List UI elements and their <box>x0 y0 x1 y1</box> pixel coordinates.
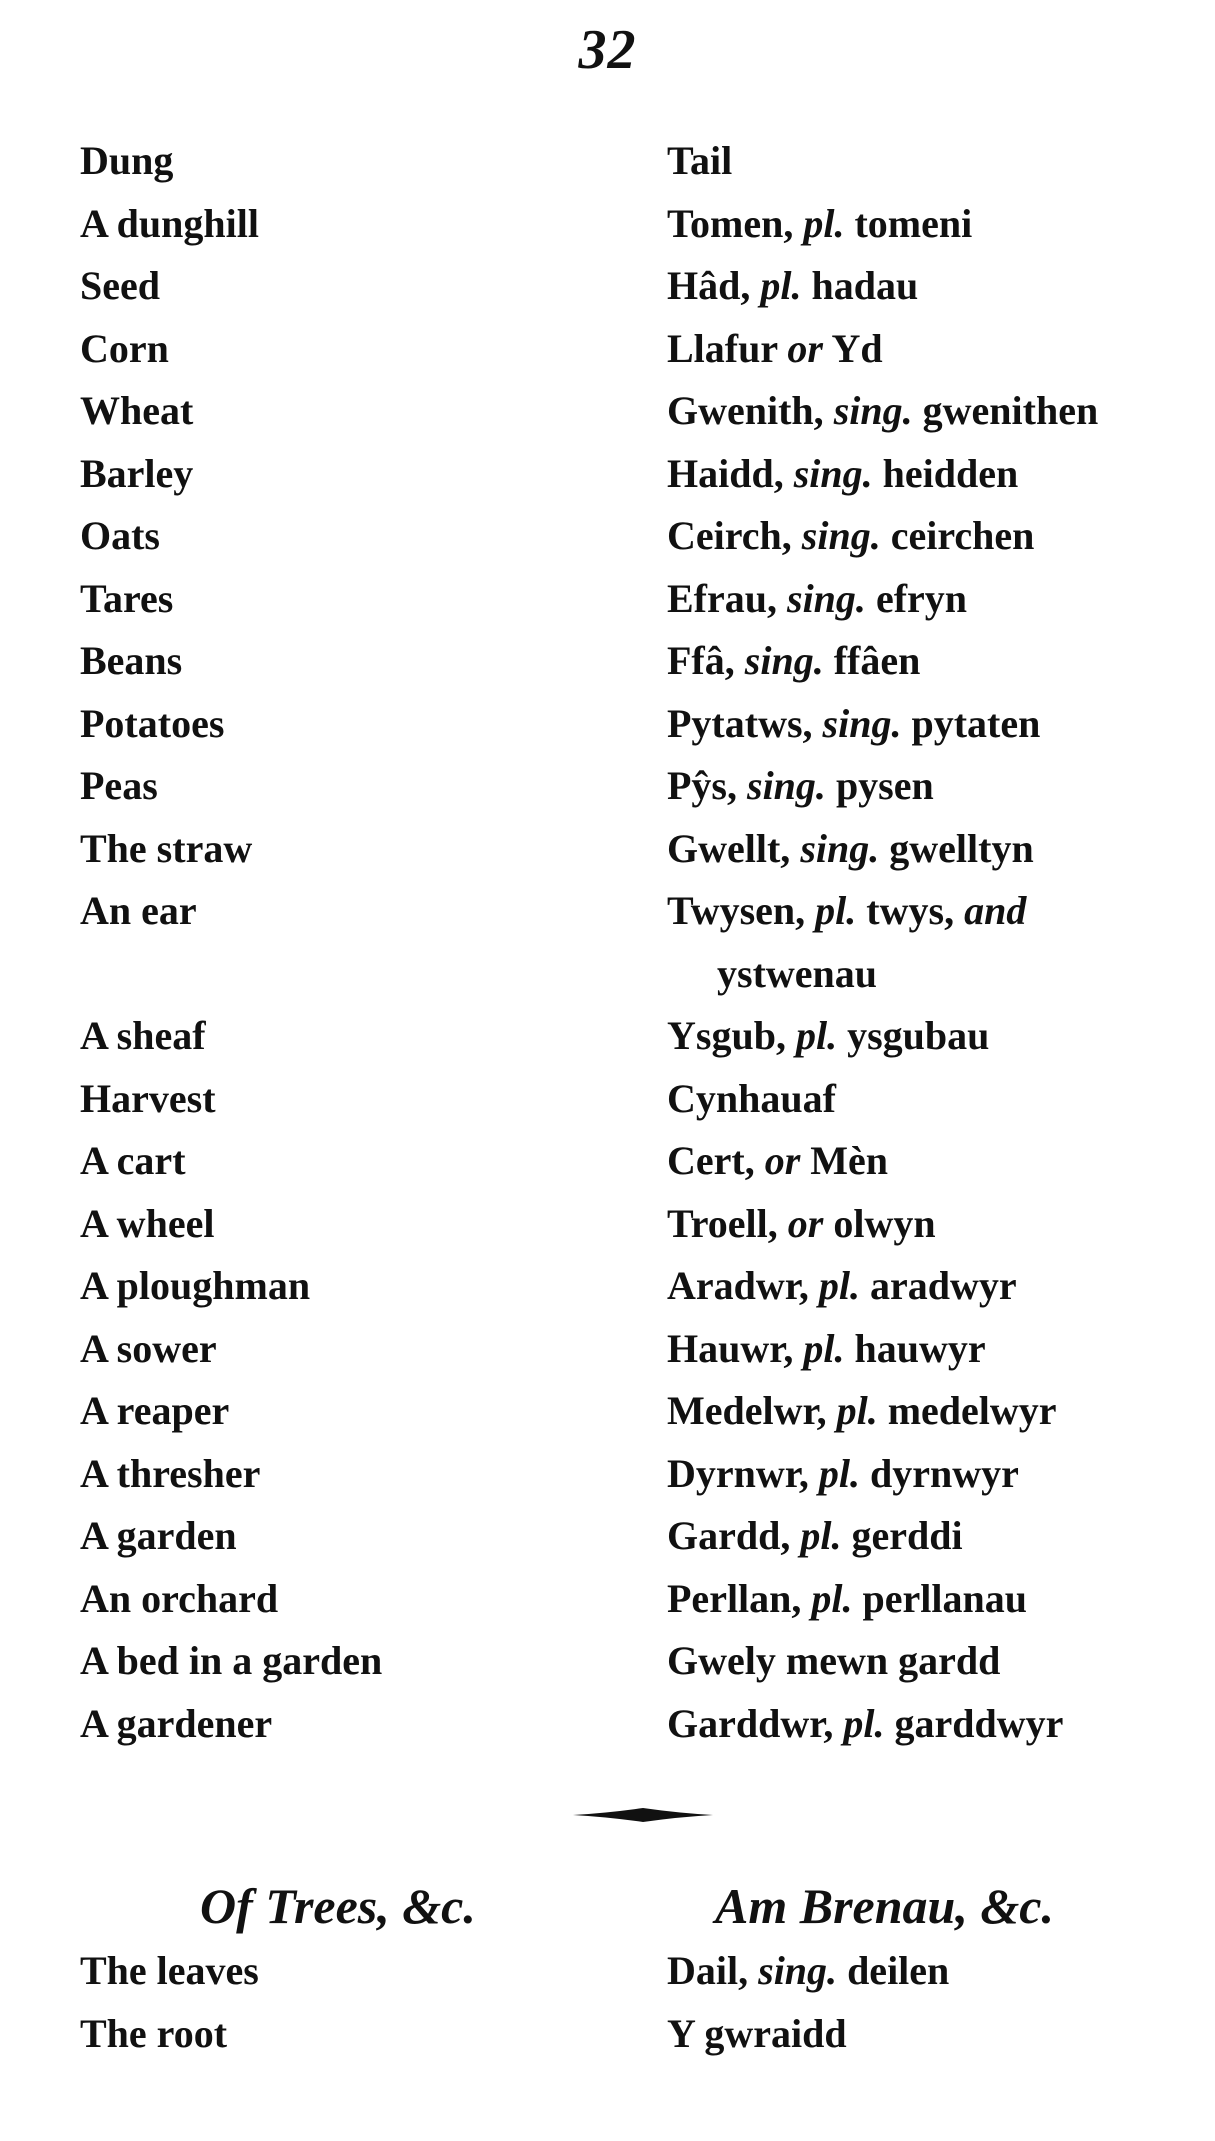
vocab-row <box>0 1130 1215 1193</box>
welsh-word: Hâd, <box>667 263 761 308</box>
welsh-term <box>667 1255 1182 1318</box>
english-term: Beans <box>80 638 183 683</box>
vocab-row <box>0 1068 1215 1131</box>
welsh-term <box>667 380 1182 443</box>
welsh-word: Perllan, <box>667 1575 812 1621</box>
grammar-abbrev: or <box>764 1138 801 1183</box>
welsh-word: deilen <box>837 1948 950 1993</box>
welsh-term <box>667 818 1182 881</box>
grammar-conjunction: and <box>964 888 1027 933</box>
vocab-row <box>0 130 1215 193</box>
welsh-word: pysen <box>825 763 934 808</box>
welsh-word: pytaten <box>901 700 1041 746</box>
vocab-row <box>0 1568 1215 1631</box>
welsh-word: Gwellt, <box>667 825 801 871</box>
vocab-row <box>0 1505 1215 1568</box>
english-term: Seed <box>80 263 160 308</box>
welsh-term <box>667 630 1182 693</box>
vocab-row <box>0 880 1215 1005</box>
vocab-row <box>0 2003 1215 2066</box>
grammar-abbrev: sing. <box>787 575 866 621</box>
english-term: The straw <box>80 825 253 871</box>
grammar-abbrev: pl. <box>760 263 802 308</box>
english-term: A cart <box>80 1138 186 1183</box>
grammar-abbrev: pl. <box>818 1450 860 1496</box>
vocab-row <box>0 1255 1215 1318</box>
welsh-word: Llafur <box>667 325 788 371</box>
section-heading-english: Of Trees, &c. <box>200 1878 476 1934</box>
welsh-term <box>667 505 1182 568</box>
welsh-term <box>667 1443 1182 1506</box>
english-term: Barley <box>80 450 194 496</box>
welsh-term <box>667 1568 1182 1631</box>
vocab-row <box>0 1693 1215 1756</box>
welsh-term <box>667 1005 1182 1068</box>
english-term: Tares <box>80 575 174 621</box>
welsh-word: ffâen <box>823 638 921 683</box>
page-number: 32 <box>578 19 637 81</box>
grammar-abbrev: or <box>787 325 823 371</box>
welsh-word: heidden <box>872 450 1019 496</box>
english-term: An ear <box>80 888 197 933</box>
welsh-word: Dyrnwr, <box>667 1450 819 1496</box>
vocab-row <box>0 755 1215 818</box>
vocab-row <box>0 1940 1215 2003</box>
welsh-term <box>667 1193 1182 1256</box>
welsh-term <box>667 880 1182 1005</box>
vocabulary-list <box>0 130 1215 1755</box>
english-term: Wheat <box>80 388 194 433</box>
welsh-word-continued: ystwenau <box>717 950 878 996</box>
welsh-word: twys, <box>856 888 965 933</box>
english-term: A sower <box>80 1325 217 1371</box>
grammar-abbrev: sing. <box>758 1948 838 1993</box>
welsh-word: Ffâ, <box>667 638 745 683</box>
english-term: A bed in a garden <box>80 1638 383 1683</box>
grammar-abbrev: sing. <box>800 825 880 871</box>
grammar-abbrev: pl. <box>843 1700 885 1746</box>
welsh-term <box>667 318 1182 381</box>
welsh-term <box>667 1130 1182 1193</box>
welsh-word: medelwyr <box>877 1388 1057 1433</box>
grammar-abbrev: sing. <box>833 388 913 433</box>
welsh-term: Gwely mewn gardd <box>667 1638 1001 1683</box>
grammar-abbrev: pl. <box>836 1388 878 1433</box>
welsh-word: gwelltyn <box>879 825 1034 871</box>
welsh-word: garddwyr <box>884 1700 1064 1746</box>
welsh-word: dyrnwyr <box>859 1450 1019 1496</box>
welsh-word: Cert, <box>667 1138 765 1183</box>
welsh-word: Pŷs, <box>667 763 747 808</box>
english-term: Corn <box>80 325 169 371</box>
vocab-row <box>0 505 1215 568</box>
welsh-word: Medelwr, <box>667 1388 837 1433</box>
welsh-term <box>667 1693 1182 1756</box>
vocab-row <box>0 818 1215 881</box>
vocab-row <box>0 568 1215 631</box>
welsh-word: Twysen, <box>667 888 816 933</box>
vocab-row <box>0 1193 1215 1256</box>
welsh-word: ysgubau <box>837 1013 990 1058</box>
welsh-term <box>667 1380 1182 1443</box>
grammar-abbrev: sing. <box>747 763 826 808</box>
welsh-word: efryn <box>865 575 968 621</box>
grammar-abbrev: pl. <box>811 1575 853 1621</box>
welsh-word: Aradwr, <box>667 1263 819 1308</box>
section-divider-ornament <box>573 1807 713 1823</box>
welsh-word: tomeni <box>844 200 973 246</box>
welsh-term <box>667 568 1182 631</box>
english-term: A sheaf <box>80 1013 206 1058</box>
vocab-row <box>0 1630 1215 1693</box>
welsh-word: Garddwr, <box>667 1700 844 1746</box>
welsh-word: Efrau, <box>667 575 787 621</box>
welsh-term: Tail <box>667 138 733 183</box>
vocab-row <box>0 443 1215 506</box>
english-term: The root <box>80 2010 228 2056</box>
vocab-row <box>0 1005 1215 1068</box>
welsh-word: gerddi <box>841 1513 963 1558</box>
vocab-row <box>0 693 1215 756</box>
welsh-term: Y gwraidd <box>667 2010 847 2056</box>
welsh-word: hadau <box>801 263 919 308</box>
welsh-term <box>667 1318 1182 1381</box>
welsh-word: olwyn <box>823 1200 936 1246</box>
grammar-abbrev: or <box>787 1200 824 1246</box>
grammar-abbrev: pl. <box>803 1325 845 1371</box>
welsh-word: aradwyr <box>859 1263 1017 1308</box>
english-term: A garden <box>80 1513 237 1558</box>
welsh-word: perllanau <box>852 1575 1028 1621</box>
vocab-row <box>0 630 1215 693</box>
grammar-abbrev: sing. <box>801 513 881 558</box>
english-term: A dunghill <box>80 200 260 246</box>
english-term: Peas <box>80 763 158 808</box>
welsh-word: Ysgub, <box>667 1013 796 1058</box>
english-term: A wheel <box>80 1200 215 1246</box>
vocab-row <box>0 380 1215 443</box>
vocab-row <box>0 1318 1215 1381</box>
grammar-abbrev: pl. <box>795 1013 838 1058</box>
section-vocabulary-list <box>0 1940 1215 2065</box>
welsh-word: Yd <box>822 325 883 371</box>
welsh-term <box>667 693 1182 756</box>
english-term: Dung <box>80 138 174 183</box>
english-term: A thresher <box>80 1450 261 1496</box>
vocab-row <box>0 1380 1215 1443</box>
welsh-word: Pytatws, <box>667 700 823 746</box>
english-term: An orchard <box>80 1575 279 1621</box>
vocab-row <box>0 318 1215 381</box>
english-term: Oats <box>80 513 160 558</box>
welsh-term <box>667 755 1182 818</box>
welsh-word: Troell, <box>667 1200 788 1246</box>
english-term: A gardener <box>80 1700 273 1746</box>
grammar-abbrev: sing. <box>793 450 873 496</box>
welsh-word: Hauwr, <box>667 1325 804 1371</box>
vocab-row <box>0 193 1215 256</box>
grammar-abbrev: pl. <box>818 1263 860 1308</box>
welsh-term <box>667 1505 1182 1568</box>
welsh-word: Gardd, <box>667 1513 801 1558</box>
welsh-term <box>667 1940 1182 2003</box>
welsh-term <box>667 443 1182 506</box>
english-term: The leaves <box>80 1948 259 1993</box>
welsh-word: Mèn <box>800 1138 889 1183</box>
welsh-term: Cynhauaf <box>667 1075 836 1121</box>
vocab-row <box>0 255 1215 318</box>
grammar-abbrev: pl. <box>815 888 857 933</box>
welsh-word: hauwyr <box>844 1325 986 1371</box>
english-term: Potatoes <box>80 700 225 746</box>
welsh-word: Gwenith, <box>667 388 834 433</box>
english-term: A ploughman <box>80 1263 311 1308</box>
english-term: Harvest <box>80 1075 216 1121</box>
welsh-word: Dail, <box>667 1948 759 1993</box>
grammar-abbrev: pl. <box>800 1513 842 1558</box>
vocab-row <box>0 1443 1215 1506</box>
welsh-word: Ceirch, <box>667 513 802 558</box>
section-heading-welsh: Am Brenau, &c. <box>715 1878 1054 1934</box>
grammar-abbrev: sing. <box>822 700 902 746</box>
welsh-word: Haidd, <box>667 450 794 496</box>
welsh-word: Tomen, <box>667 200 804 246</box>
grammar-abbrev: pl. <box>803 200 845 246</box>
grammar-abbrev: sing. <box>744 638 824 683</box>
welsh-word: gwenithen <box>912 388 1099 433</box>
welsh-word: ceirchen <box>880 513 1035 558</box>
english-term: A reaper <box>80 1388 230 1433</box>
welsh-term <box>667 255 1182 318</box>
welsh-term <box>667 193 1182 256</box>
